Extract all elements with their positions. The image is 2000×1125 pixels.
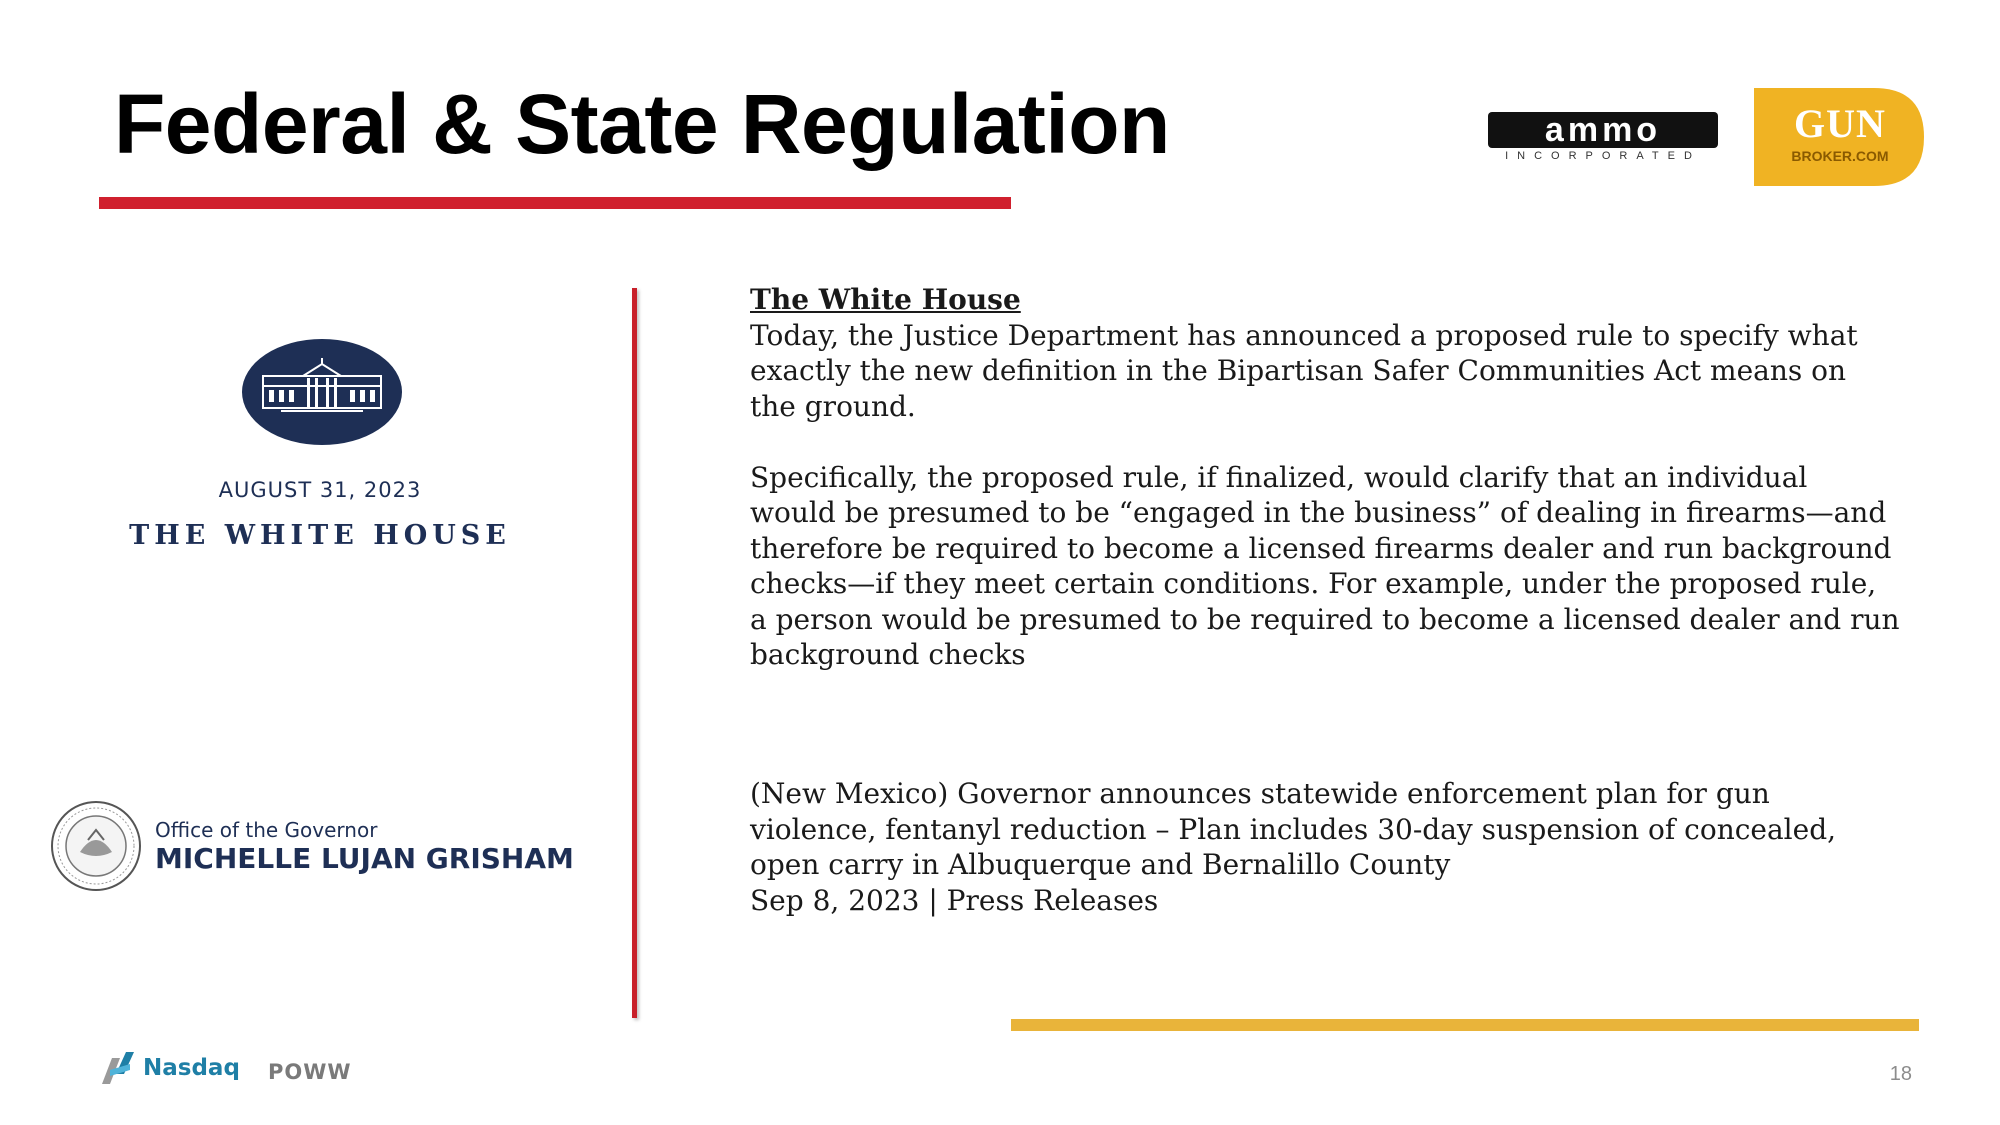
white-house-heading: The White House xyxy=(750,283,1021,316)
gunbroker-main-text: GUN xyxy=(1794,101,1886,146)
new-mexico-section xyxy=(750,776,1900,918)
ammo-subtitle: INCORPORATED xyxy=(1505,150,1701,162)
white-house-paragraph-1: Today, the Justice Department has announced a proposed rule to specify what exactly the new definition in the Bipartisan Safer Communities Act means on the ground. xyxy=(750,318,1858,423)
white-house-name: THE WHITE HOUSE xyxy=(129,520,511,551)
new-mexico-dateline: Sep 8, 2023 | Press Releases xyxy=(750,883,1159,917)
page-number: 18 xyxy=(1889,1063,1912,1085)
new-mexico-headline: (New Mexico) Governor announces statewide enforcement plan for gun violence, fentanyl reduction – Plan includes 30-day suspension of concealed, open carry in Albuquerque and Bernalillo County xyxy=(750,777,1837,881)
bottom-accent-rule xyxy=(1011,1019,1919,1031)
new-mexico-seal-icon xyxy=(50,800,142,892)
ammo-wordmark: ammo xyxy=(1488,112,1718,148)
slide-title: Federal & State Regulation xyxy=(114,77,1170,171)
ammo-inc-logo xyxy=(1488,112,1728,164)
governor-name: MICHELLE LUJAN GRISHAM xyxy=(155,842,574,875)
nasdaq-icon xyxy=(100,1050,140,1086)
white-house-date: AUGUST 31, 2023 xyxy=(218,478,422,502)
gunbroker-sub-text: BROKER.COM xyxy=(1791,148,1889,164)
nasdaq-label: Nasdaq xyxy=(143,1055,240,1081)
title-underline xyxy=(99,197,1011,209)
gunbroker-logo xyxy=(1754,88,1924,186)
governor-office-label: Office of the Governor xyxy=(155,818,378,842)
white-house-section xyxy=(750,282,1900,673)
ticker-symbol: POWW xyxy=(268,1060,352,1084)
column-divider xyxy=(632,288,637,1018)
white-house-paragraph-2: Specifically, the proposed rule, if finalized, would clarify that an individual would be presumed to be “engaged in the business” of dealing in firearms—and therefore be required to become a licensed firearms dealer and run background checks—if they meet certain conditions. For example, under the proposed rule, a person would be presumed to be required to become a licensed dealer and run background checks xyxy=(750,460,1900,671)
white-house-seal-icon xyxy=(241,338,403,446)
